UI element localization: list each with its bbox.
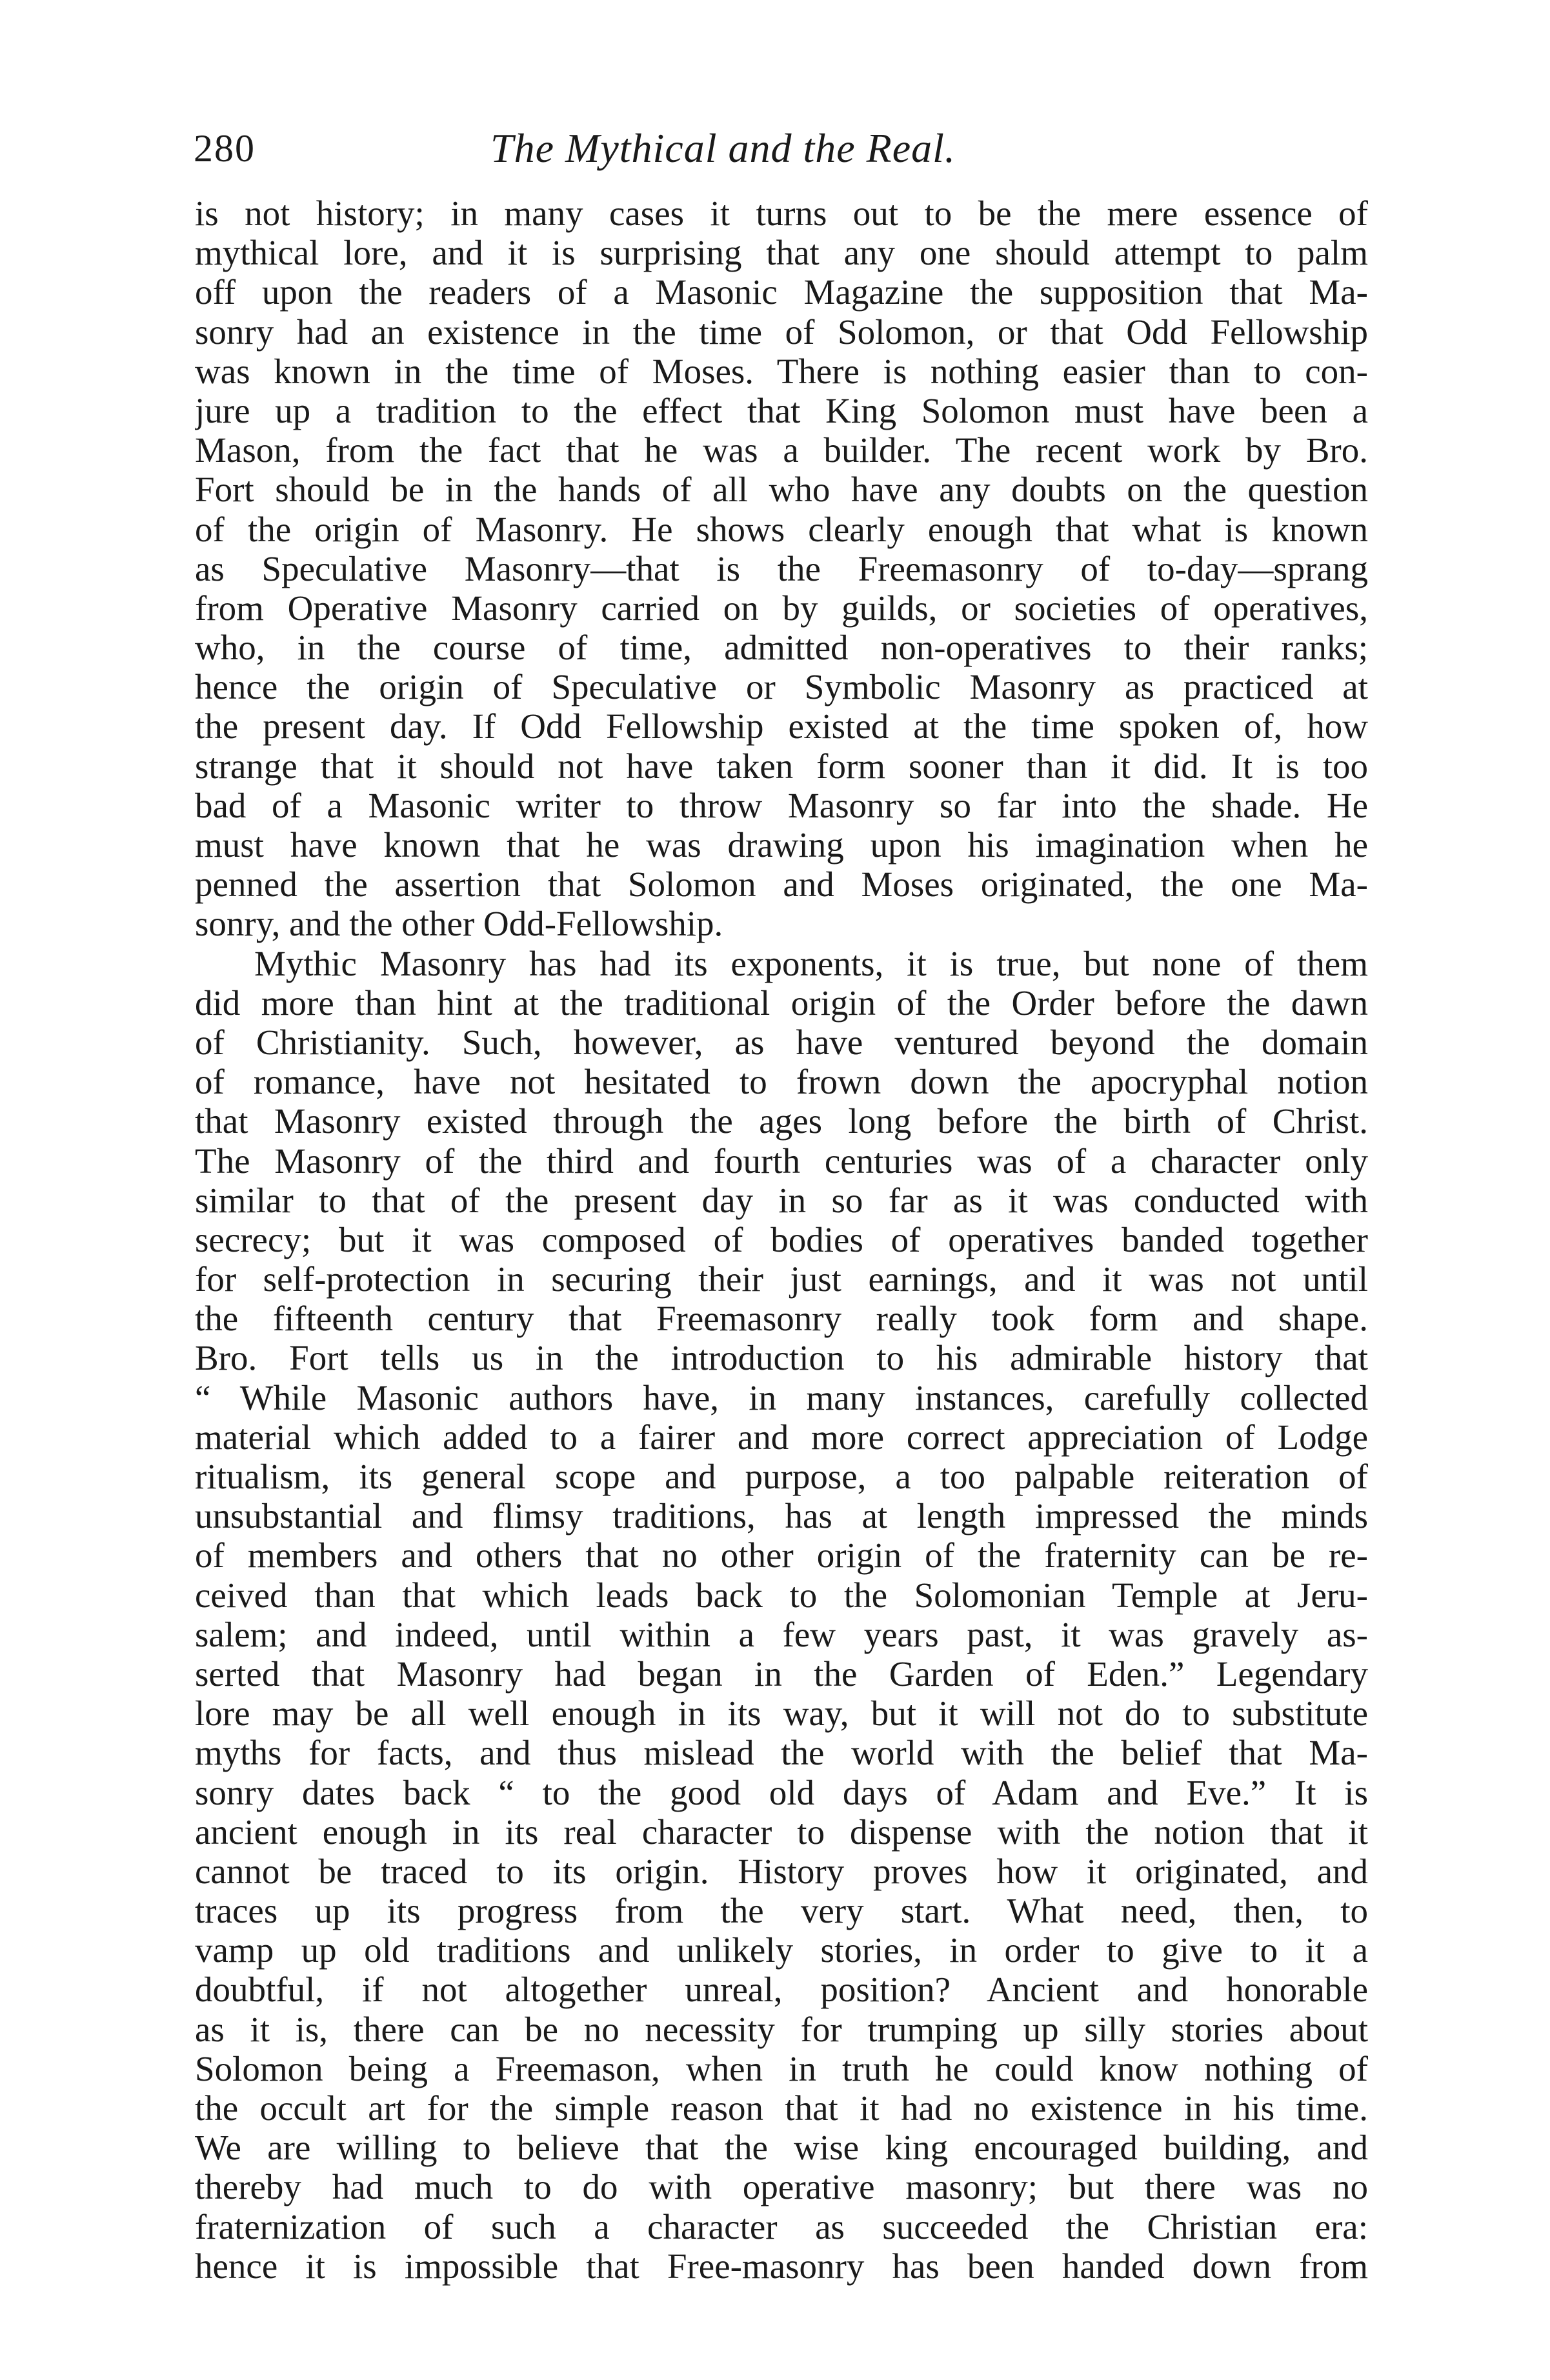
text-line: unsubstantial and flimsy traditions, has at length impressed the minds	[195, 1496, 1368, 1536]
text-line: Bro. Fort tells us in the introduction to his admirable history that	[195, 1338, 1368, 1378]
text-line: ceived than that which leads back to the Solomonian Temple at Jeru-	[195, 1575, 1368, 1615]
text-line: did more than hint at the traditional origin of the Order before the dawn	[195, 983, 1368, 1023]
text-line: vamp up old traditions and unlikely stories, in order to give to it a	[195, 1930, 1368, 1970]
text-line: thereby had much to do with operative masonry; but there was no	[195, 2167, 1368, 2207]
text-line: traces up its progress from the very start. What need, then, to	[195, 1891, 1368, 1931]
text-line: strange that it should not have taken form sooner than it did. It is too	[195, 746, 1368, 786]
text-line: sonry had an existence in the time of Solomon, or that Odd Fellowship	[195, 312, 1368, 352]
text-line: from Operative Masonry carried on by guilds, or societies of operatives,	[195, 588, 1368, 628]
text-line: salem; and indeed, until within a few years past, it was gravely as-	[195, 1614, 1368, 1654]
text-line: hence the origin of Speculative or Symbolic Masonry as practiced at	[195, 667, 1368, 707]
running-title: The Mythical and the Real.	[490, 125, 956, 171]
text-line: fraternization of such a character as succeeded the Christian era:	[195, 2206, 1368, 2246]
text-line: must have known that he was drawing upon his imagination when he	[195, 825, 1368, 865]
text-line: myths for facts, and thus mislead the world with the belief that Ma-	[195, 1733, 1368, 1773]
text-line: cannot be traced to its origin. History proves how it originated, and	[195, 1851, 1368, 1891]
page-number: 280	[194, 127, 256, 170]
text-line: Mason, from the fact that he was a builder. The recent work by Bro.	[195, 430, 1368, 470]
text-line: as Speculative Masonry—that is the Freemasonry of to-day—sprang	[195, 548, 1368, 588]
text-line: similar to that of the present day in so far as it was conducted with	[195, 1180, 1368, 1220]
text-line: the present day. If Odd Fellowship existed at the time spoken of, how	[195, 706, 1368, 746]
text-line: as it is, there can be no necessity for trumping up silly stories about	[195, 2009, 1368, 2049]
text-line: jure up a tradition to the effect that King Solomon must have been a	[195, 390, 1368, 430]
text-line: of the origin of Masonry. He shows clearly enough that what is known	[195, 509, 1368, 549]
text-line: “ While Masonic authors have, in many instances, carefully collected	[195, 1377, 1368, 1417]
text-line: ritualism, its general scope and purpose, a too palpable reiteration of	[195, 1457, 1368, 1496]
text-line: of romance, have not hesitated to frown down the apocryphal notion	[195, 1062, 1368, 1102]
text-line: hence it is impossible that Free-masonry has been handed down from	[195, 2246, 1368, 2286]
text-line: of Christianity. Such, however, as have ventured beyond the domain	[195, 1022, 1368, 1062]
text-line: of members and others that no other origin of the fraternity can be re-	[195, 1535, 1368, 1575]
text-line: The Masonry of the third and fourth centuries was of a character only	[195, 1141, 1368, 1181]
text-line: bad of a Masonic writer to throw Masonry so far into the shade. He	[195, 785, 1368, 825]
text-line: sonry, and the other Odd-Fellowship.	[195, 904, 723, 944]
text-line: Fort should be in the hands of all who have any doubts on the question	[195, 470, 1368, 510]
text-line: that Masonry existed through the ages long before the birth of Christ.	[195, 1101, 1368, 1141]
text-line: serted that Masonry had began in the Garden of Eden.” Legendary	[195, 1654, 1368, 1694]
text-line: Solomon being a Freemason, when in truth he could know nothing of	[195, 2048, 1368, 2088]
text-line: off upon the readers of a Masonic Magazine the supposition that Ma-	[195, 272, 1368, 312]
running-head	[194, 123, 1368, 174]
text-line: Mythic Masonry has had its exponents, it is true, but none of them	[254, 943, 1368, 983]
text-line: doubtful, if not altogether unreal, position? Ancient and honorable	[195, 1970, 1368, 2010]
text-line: the occult art for the simple reason that it had no existence in his time.	[195, 2088, 1368, 2128]
text-line: We are willing to believe that the wise king encouraged building, and	[195, 2128, 1368, 2168]
text-line: is not history; in many cases it turns out to be the mere essence of	[195, 194, 1368, 233]
text-line: sonry dates back “ to the good old days of Adam and Eve.” It is	[195, 1772, 1368, 1812]
text-line: who, in the course of time, admitted non-operatives to their ranks;	[195, 628, 1368, 668]
text-line: the fifteenth century that Freemasonry really took form and shape.	[195, 1299, 1368, 1339]
text-line: was known in the time of Moses. There is nothing easier than to con-	[195, 351, 1368, 391]
text-line: material which added to a fairer and more correct appreciation of Lodge	[195, 1417, 1368, 1457]
text-line: for self-protection in securing their just earnings, and it was not until	[195, 1259, 1368, 1299]
text-line: lore may be all well enough in its way, but it will not do to substitute	[195, 1694, 1368, 1734]
text-line: penned the assertion that Solomon and Moses originated, the one Ma-	[195, 865, 1368, 905]
text-line: ancient enough in its real character to dispense with the notion that it	[195, 1812, 1368, 1852]
body-text	[195, 194, 1368, 2286]
text-line: secrecy; but it was composed of bodies of operatives banded together	[195, 1219, 1368, 1259]
text-line: mythical lore, and it is surprising that any one should attempt to palm	[195, 233, 1368, 273]
